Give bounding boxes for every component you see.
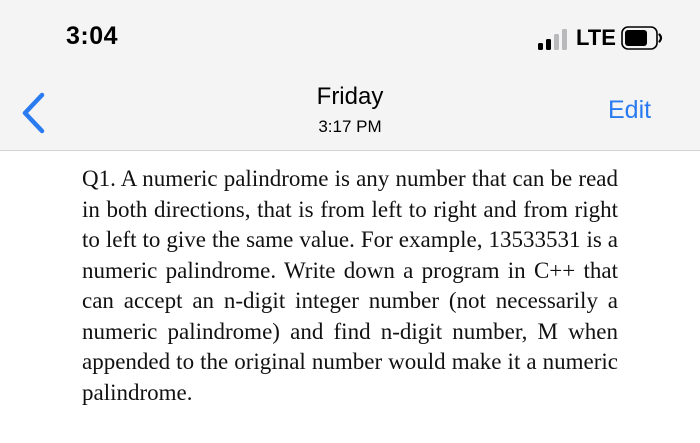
- signal-bar: [562, 29, 567, 50]
- signal-bar: [546, 39, 551, 50]
- status-time: 3:04: [66, 22, 119, 50]
- nav-subtitle: 3:17 PM: [318, 117, 382, 136]
- signal-bar: [554, 34, 559, 50]
- battery-icon: [621, 26, 663, 50]
- network-type: LTE: [576, 25, 616, 50]
- nav-title: Friday: [316, 83, 384, 110]
- edit-button[interactable]: Edit: [608, 96, 652, 124]
- chevron-left-icon[interactable]: [15, 89, 55, 137]
- question-text: Q1. A numeric palindrome is any number that can be read in both directions, that is from left to right and from right to left to give the same value. For example, 13533531 is a numeric palindrome. Write down a program in C++ that can accept an n-digit integer number (not necessarily a numeric palindrome) and find n-digit number, M when appended to the original number would make it a numeric palindrome.: [82, 166, 618, 405]
- signal-bar: [538, 43, 543, 50]
- header-area: [0, 0, 700, 151]
- cellular-signal-icon: [538, 28, 570, 50]
